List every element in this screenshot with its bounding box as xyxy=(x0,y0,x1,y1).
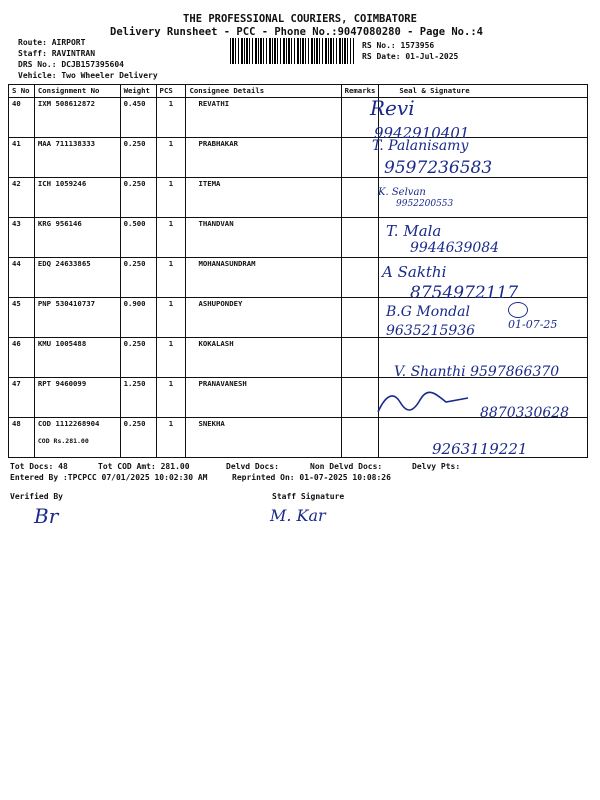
signature-45-date: 01-07-25 xyxy=(508,318,558,331)
table-row xyxy=(9,98,588,138)
consignee-cell: ASHUPONDEY xyxy=(186,298,341,338)
remarks-cell xyxy=(341,378,379,418)
consignment-cell: ICH 1059246 xyxy=(34,178,120,218)
pcs-cell: 1 xyxy=(156,98,186,138)
non-delivered-docs: Non Delvd Docs: xyxy=(310,462,383,471)
remarks-cell xyxy=(341,418,379,458)
pcs-cell: 1 xyxy=(156,338,186,378)
pcs-cell: 1 xyxy=(156,378,186,418)
sno-cell: 46 xyxy=(9,338,35,378)
consignment-cell: KMU 1005488 xyxy=(34,338,120,378)
staff-signature-label: Staff Signature xyxy=(272,492,345,501)
sno-cell: 43 xyxy=(9,218,35,258)
total-cod-amount: Tot COD Amt: 281.00 xyxy=(98,462,190,471)
col-consignee: Consignee Details xyxy=(186,85,341,98)
col-weight: Weight xyxy=(120,85,156,98)
consignee-cell: ITEMA xyxy=(186,178,341,218)
weight-cell: 0.250 xyxy=(120,258,156,298)
consignee-cell: PRANAVANESH xyxy=(186,378,341,418)
weight-cell: 0.250 xyxy=(120,418,156,458)
runsheet-table xyxy=(8,84,588,458)
vehicle-label: Vehicle: Two Wheeler Delivery xyxy=(18,71,158,80)
remarks-cell xyxy=(341,218,379,258)
signature-47-phone: 8870330628 xyxy=(480,405,570,421)
delivered-docs: Delvd Docs: xyxy=(226,462,279,471)
drs-number: DRS No.: DCJB157395604 xyxy=(18,60,124,69)
table-row xyxy=(9,178,588,218)
weight-cell: 0.500 xyxy=(120,218,156,258)
pcs-cell: 1 xyxy=(156,418,186,458)
pcs-cell: 1 xyxy=(156,138,186,178)
pcs-cell: 1 xyxy=(156,178,186,218)
weight-cell: 0.450 xyxy=(120,98,156,138)
remarks-cell xyxy=(341,178,379,218)
weight-cell: 0.250 xyxy=(120,178,156,218)
consignment-cell: PNP 530410737 xyxy=(34,298,120,338)
signature-40-phone: 9942910401 xyxy=(374,124,470,142)
remarks-cell xyxy=(341,258,379,298)
sno-cell: 45 xyxy=(9,298,35,338)
signature-45-name: B.G Mondal xyxy=(386,304,470,320)
rs-date: RS Date: 01-Jul-2025 xyxy=(362,52,459,61)
verified-signature: Br xyxy=(34,504,59,528)
signature-41-phone: 9597236583 xyxy=(384,158,493,178)
signature-45-phone: 9635215936 xyxy=(386,323,476,339)
consignee-cell: THANDVAN xyxy=(186,218,341,258)
consignment-cell xyxy=(34,418,120,458)
col-sno: S No xyxy=(9,85,35,98)
consignment-cell: EDQ 24633865 xyxy=(34,258,120,298)
signature-44-name: A Sakthi xyxy=(382,263,447,281)
signature-41-name: T. Palanisamy xyxy=(372,138,469,154)
pcs-cell: 1 xyxy=(156,298,186,338)
consignment-cell: KRG 956146 xyxy=(34,218,120,258)
signature-43-phone: 9944639084 xyxy=(410,240,500,256)
pcs-cell: 1 xyxy=(156,218,186,258)
table-row xyxy=(9,138,588,178)
rs-number: RS No.: 1573956 xyxy=(362,41,435,50)
stamp-mark-icon xyxy=(508,302,528,318)
consignee-cell: SNEKHA xyxy=(186,418,341,458)
consignment-cell: IXM 508612872 xyxy=(34,98,120,138)
weight-cell: 0.250 xyxy=(120,338,156,378)
total-docs: Tot Docs: 48 xyxy=(10,462,68,471)
col-pcs: PCS xyxy=(156,85,186,98)
signature-47-scribble-icon xyxy=(376,388,472,416)
consignee-cell: PRABHAKAR xyxy=(186,138,341,178)
consignee-cell: KOKALASH xyxy=(186,338,341,378)
signature-43-name: T. Mala xyxy=(386,222,442,240)
barcode-image xyxy=(230,38,354,64)
remarks-cell xyxy=(341,338,379,378)
signature-40-name: Revi xyxy=(370,96,415,120)
pcs-cell: 1 xyxy=(156,258,186,298)
delivery-points: Delvy Pts: xyxy=(412,462,461,471)
sno-cell: 47 xyxy=(9,378,35,418)
signature-44-phone: 8754972117 xyxy=(410,283,519,303)
sno-cell: 48 xyxy=(9,418,35,458)
col-consignment: Consignment No xyxy=(34,85,120,98)
consignee-cell: REVATHI xyxy=(186,98,341,138)
table-row xyxy=(9,218,588,258)
col-remarks: Remarks xyxy=(341,85,379,98)
consignee-cell: MOHANASUNDRAM xyxy=(186,258,341,298)
reprinted-on: Reprinted On: 01-07-2025 10:08:26 xyxy=(232,473,391,482)
weight-cell: 0.900 xyxy=(120,298,156,338)
sno-cell: 41 xyxy=(9,138,35,178)
weight-cell: 1.250 xyxy=(120,378,156,418)
staff-signature: M. Kar xyxy=(270,506,326,525)
remarks-cell xyxy=(341,298,379,338)
consignment-cell: MAA 711138333 xyxy=(34,138,120,178)
consignment-cell: RPT 9460099 xyxy=(34,378,120,418)
entered-by: Entered By :TPCPCC 07/01/2025 10:02:30 AM xyxy=(10,473,208,482)
company-title: THE PROFESSIONAL COURIERS, COIMBATORE xyxy=(183,13,417,25)
verified-by-label: Verified By xyxy=(10,492,63,501)
col-signature: Seal & Signature xyxy=(379,85,588,98)
consignment-number: COD 1112268904 xyxy=(37,419,100,428)
signature-42-name: K. Selvan xyxy=(378,187,426,198)
weight-cell: 0.250 xyxy=(120,138,156,178)
sno-cell: 44 xyxy=(9,258,35,298)
signature-47-name: V. Shanthi 9597866370 xyxy=(394,364,560,380)
table-row xyxy=(9,298,588,338)
sno-cell: 40 xyxy=(9,98,35,138)
route-label: Route: AIRPORT xyxy=(18,38,86,47)
cod-amount: COD Rs.281.00 xyxy=(37,437,89,445)
signature-42-phone: 9952200553 xyxy=(396,199,454,209)
runsheet-subtitle: Delivery Runsheet - PCC - Phone No.:9047080280 - Page No.:4 xyxy=(110,26,483,38)
sno-cell: 42 xyxy=(9,178,35,218)
staff-label: Staff: RAVINTRAN xyxy=(18,49,96,58)
table-header-row xyxy=(9,85,588,98)
signature-48: 9263119221 xyxy=(432,440,528,458)
